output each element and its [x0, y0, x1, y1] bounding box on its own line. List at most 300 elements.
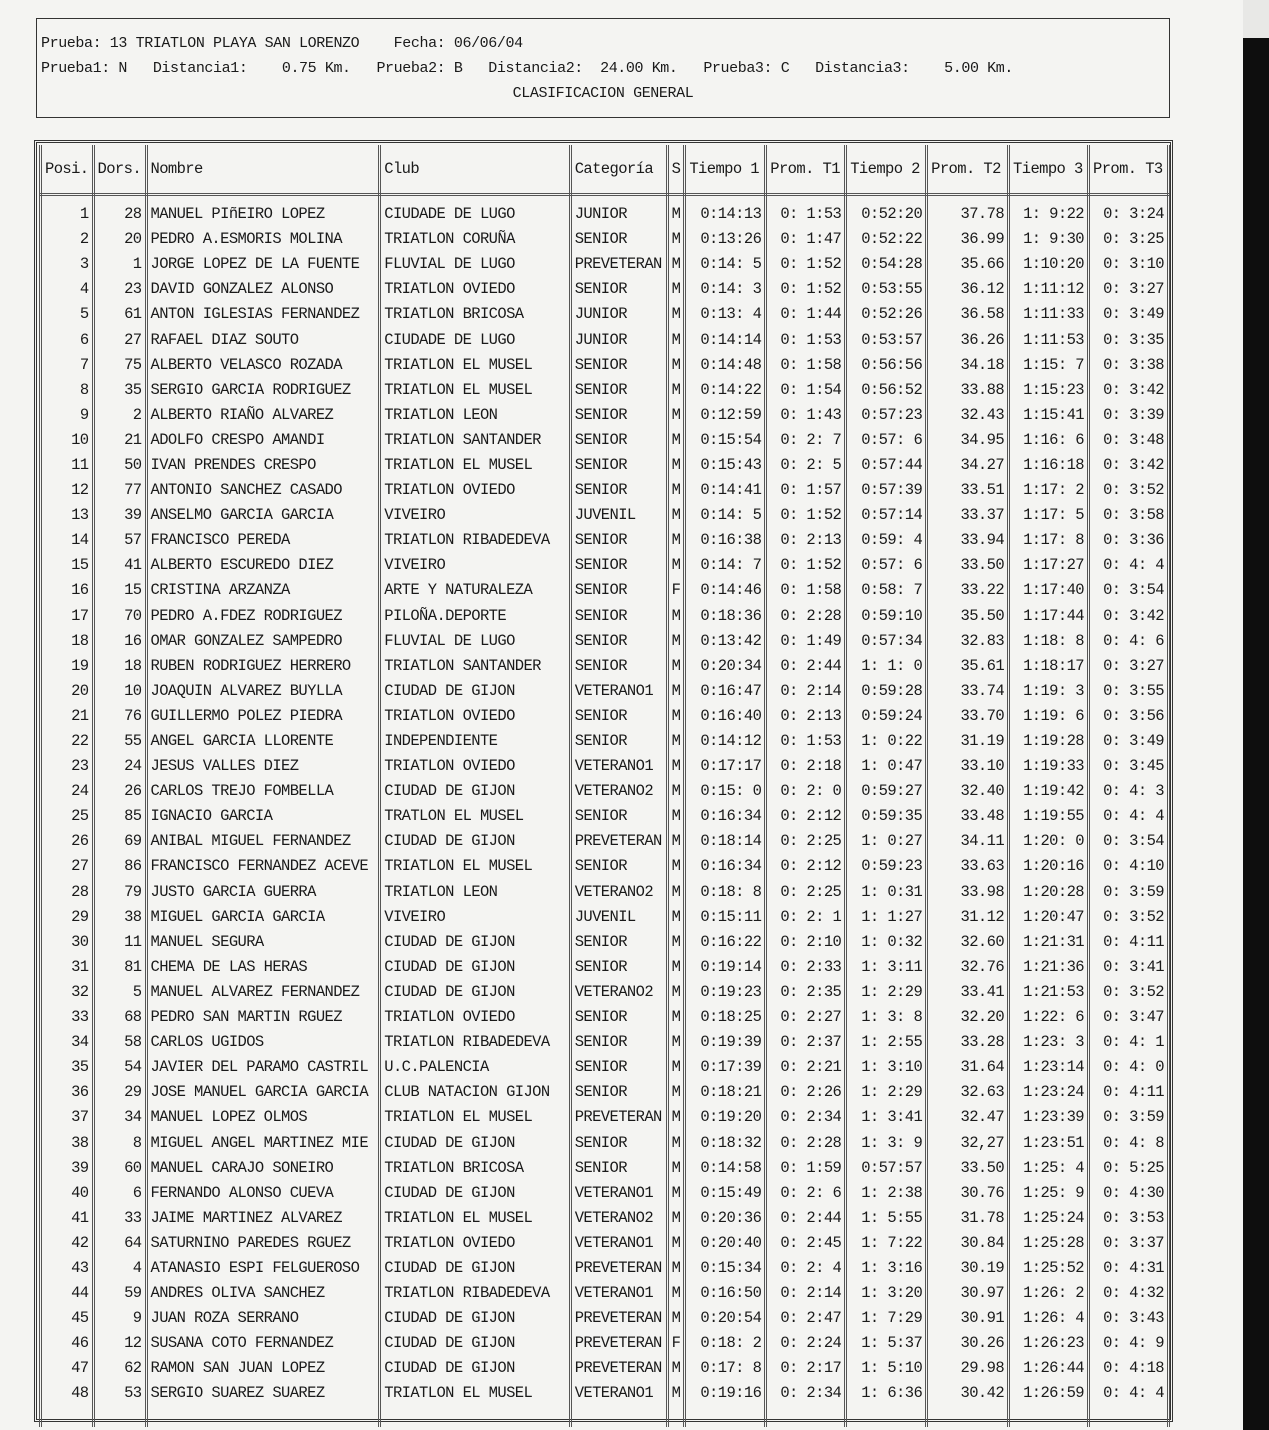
cell-tiempo3: 1:19: 3	[1009, 679, 1089, 704]
cell-nombre: ANIBAL MIGUEL FERNANDEZ	[146, 829, 380, 854]
cell-prom-t1: 0: 2:14	[766, 1281, 846, 1306]
cell-club: TRATLON EL MUSEL	[380, 804, 570, 829]
cell-tiempo1: 0:15:49	[685, 1181, 766, 1206]
table-row	[41, 578, 1169, 603]
cell-categoria: PREVETERAN	[570, 1105, 667, 1130]
cell-dors: 2	[93, 403, 146, 428]
cell-tiempo2: 1: 0:47	[846, 754, 927, 779]
cell-tiempo3: 1:19: 6	[1009, 704, 1089, 729]
cell-dors: 75	[93, 353, 146, 378]
cell-prom-t2: 30.97	[927, 1281, 1009, 1306]
cell-prom-t1: 0: 1:52	[766, 553, 846, 578]
cell-sexo: M	[667, 428, 685, 453]
cell-tiempo2: 1: 3:41	[846, 1105, 927, 1130]
table-row	[41, 854, 1169, 879]
cell-club: CIUDAD DE GIJON	[380, 930, 570, 955]
cell-tiempo2: 1: 3:10	[846, 1055, 927, 1080]
cell-club: TRIATLON EL MUSEL	[380, 453, 570, 478]
cell-prom-t2: 32.47	[927, 1105, 1009, 1130]
cell-tiempo3: 1:18: 8	[1009, 629, 1089, 654]
cell-prom-t1: 0: 1:52	[766, 277, 846, 302]
cell-tiempo2: 0:59:27	[846, 779, 927, 804]
cell-sexo: M	[667, 729, 685, 754]
cell-prom-t3: 0: 3:42	[1089, 378, 1169, 403]
cell-tiempo2: 1: 3:20	[846, 1281, 927, 1306]
cell-sexo: M	[667, 779, 685, 804]
cell-tiempo1: 0:14:41	[685, 478, 766, 503]
cell-prom-t1: 0: 1:44	[766, 302, 846, 327]
cell-sexo: M	[667, 1030, 685, 1055]
cell-sexo: M	[667, 1156, 685, 1181]
cell-prom-t2: 32.60	[927, 930, 1009, 955]
cell-sexo: M	[667, 327, 685, 352]
table-row	[41, 1356, 1169, 1381]
cell-posi: 44	[41, 1281, 94, 1306]
cell-tiempo3: 1:26:59	[1009, 1381, 1089, 1406]
cell-tiempo2: 1: 5:10	[846, 1356, 927, 1381]
cell-club: CIUDADE DE LUGO	[380, 327, 570, 352]
cell-nombre: CRISTINA ARZANZA	[146, 578, 380, 603]
cell-tiempo1: 0:14: 3	[685, 277, 766, 302]
cell-tiempo2: 0:57: 6	[846, 428, 927, 453]
cell-categoria: SENIOR	[570, 1055, 667, 1080]
cell-nombre: PEDRO A.FDEZ RODRIGUEZ	[146, 604, 380, 629]
cell-sexo: M	[667, 1055, 685, 1080]
cell-prom-t2: 33.37	[927, 503, 1009, 528]
cell-tiempo2: 1: 3:11	[846, 955, 927, 980]
cell-tiempo1: 0:16:34	[685, 804, 766, 829]
cell-tiempo2: 0:59:23	[846, 854, 927, 879]
cell-sexo: M	[667, 654, 685, 679]
cell-prom-t2: 37.78	[927, 202, 1009, 227]
cell-categoria: SENIOR	[570, 704, 667, 729]
cell-prom-t2: 35.50	[927, 604, 1009, 629]
cell-club: VIVEIRO	[380, 905, 570, 930]
cell-nombre: ANDRES OLIVA SANCHEZ	[146, 1281, 380, 1306]
cell-prom-t3: 0: 3:55	[1089, 679, 1169, 704]
col-tiempo1: Tiempo 1	[685, 145, 766, 195]
cell-dors: 77	[93, 478, 146, 503]
results-table-frame	[34, 140, 1173, 1422]
cell-prom-t3: 0: 3:38	[1089, 353, 1169, 378]
cell-prom-t3: 0: 3:36	[1089, 528, 1169, 553]
cell-sexo: M	[667, 1105, 685, 1130]
cell-sexo: M	[667, 252, 685, 277]
cell-tiempo2: 0:59:35	[846, 804, 927, 829]
cell-prom-t2: 36.26	[927, 327, 1009, 352]
cell-nombre: MANUEL PIñEIRO LOPEZ	[146, 202, 380, 227]
cell-tiempo2: 1: 3: 8	[846, 1005, 927, 1030]
cell-prom-t1: 0: 2: 6	[766, 1181, 846, 1206]
cell-nombre: ANTONIO SANCHEZ CASADO	[146, 478, 380, 503]
cell-tiempo2: 0:57:23	[846, 403, 927, 428]
cell-tiempo1: 0:14: 5	[685, 503, 766, 528]
cell-nombre: CARLOS TREJO FOMBELLA	[146, 779, 380, 804]
cell-prom-t1: 0: 2:13	[766, 704, 846, 729]
cell-tiempo1: 0:14:12	[685, 729, 766, 754]
cell-prom-t3: 0: 3:56	[1089, 704, 1169, 729]
cell-posi: 27	[41, 854, 94, 879]
cell-prom-t3: 0: 4:30	[1089, 1181, 1169, 1206]
cell-tiempo3: 1:26: 2	[1009, 1281, 1089, 1306]
col-prom-t1: Prom. T1	[766, 145, 846, 195]
cell-prom-t2: 32.43	[927, 403, 1009, 428]
table-row	[41, 729, 1169, 754]
cell-prom-t2: 33.74	[927, 679, 1009, 704]
cell-posi: 18	[41, 629, 94, 654]
table-row	[41, 1231, 1169, 1256]
cell-dors: 79	[93, 880, 146, 905]
cell-prom-t3: 0: 3:47	[1089, 1005, 1169, 1030]
cell-sexo: M	[667, 754, 685, 779]
cell-prom-t1: 0: 2:14	[766, 679, 846, 704]
cell-tiempo3: 1:26:44	[1009, 1356, 1089, 1381]
cell-tiempo2: 0:57:14	[846, 503, 927, 528]
cell-dors: 29	[93, 1080, 146, 1105]
cell-tiempo1: 0:17:17	[685, 754, 766, 779]
cell-posi: 38	[41, 1130, 94, 1155]
cell-posi: 21	[41, 704, 94, 729]
cell-prom-t2: 36.99	[927, 227, 1009, 252]
cell-posi: 47	[41, 1356, 94, 1381]
cell-prom-t3: 0: 3:59	[1089, 1105, 1169, 1130]
cell-sexo: M	[667, 378, 685, 403]
cell-categoria: SENIOR	[570, 1080, 667, 1105]
cell-categoria: SENIOR	[570, 353, 667, 378]
cell-prom-t3: 0: 3:37	[1089, 1231, 1169, 1256]
cell-posi: 32	[41, 980, 94, 1005]
table-row	[41, 1181, 1169, 1206]
cell-categoria: SENIOR	[570, 930, 667, 955]
cell-club: CIUDAD DE GIJON	[380, 829, 570, 854]
cell-nombre: GUILLERMO POLEZ PIEDRA	[146, 704, 380, 729]
cell-tiempo1: 0:14:13	[685, 202, 766, 227]
cell-club: TRIATLON EL MUSEL	[380, 854, 570, 879]
cell-tiempo3: 1:19:33	[1009, 754, 1089, 779]
cell-club: TRIATLON EL MUSEL	[380, 1381, 570, 1406]
cell-sexo: M	[667, 679, 685, 704]
cell-tiempo1: 0:15:34	[685, 1256, 766, 1281]
cell-prom-t2: 32.83	[927, 629, 1009, 654]
cell-tiempo1: 0:19:23	[685, 980, 766, 1005]
cell-sexo: M	[667, 955, 685, 980]
cell-prom-t3: 0: 4: 9	[1089, 1331, 1169, 1356]
cell-prom-t3: 0: 3:52	[1089, 980, 1169, 1005]
cell-tiempo3: 1:25:24	[1009, 1206, 1089, 1231]
cell-categoria: SENIOR	[570, 1130, 667, 1155]
col-prom-t3: Prom. T3	[1089, 145, 1169, 195]
cell-categoria: SENIOR	[570, 1156, 667, 1181]
cell-dors: 9	[93, 1306, 146, 1331]
cell-sexo: M	[667, 905, 685, 930]
cell-tiempo2: 0:52:20	[846, 202, 927, 227]
table-row	[41, 604, 1169, 629]
cell-prom-t2: 30.76	[927, 1181, 1009, 1206]
table-row	[41, 1080, 1169, 1105]
cell-tiempo3: 1:15: 7	[1009, 353, 1089, 378]
cell-tiempo1: 0:14:58	[685, 1156, 766, 1181]
cell-nombre: JESUS VALLES DIEZ	[146, 754, 380, 779]
table-row	[41, 704, 1169, 729]
cell-club: VIVEIRO	[380, 503, 570, 528]
cell-dors: 50	[93, 453, 146, 478]
cell-posi: 46	[41, 1331, 94, 1356]
cell-tiempo1: 0:12:59	[685, 403, 766, 428]
cell-sexo: M	[667, 478, 685, 503]
table-row	[41, 930, 1169, 955]
cell-sexo: M	[667, 453, 685, 478]
cell-tiempo2: 0:52:22	[846, 227, 927, 252]
cell-dors: 68	[93, 1005, 146, 1030]
cell-tiempo2: 1: 7:22	[846, 1231, 927, 1256]
cell-dors: 28	[93, 202, 146, 227]
cell-posi: 35	[41, 1055, 94, 1080]
cell-prom-t1: 0: 2: 7	[766, 428, 846, 453]
table-row	[41, 1030, 1169, 1055]
cell-tiempo3: 1:21:31	[1009, 930, 1089, 955]
cell-categoria: VETERANO1	[570, 679, 667, 704]
cell-tiempo2: 0:53:55	[846, 277, 927, 302]
table-row	[41, 654, 1169, 679]
cell-nombre: JOSE MANUEL GARCIA GARCIA	[146, 1080, 380, 1105]
table-row	[41, 905, 1169, 930]
cell-club: CIUDAD DE GIJON	[380, 980, 570, 1005]
cell-prom-t2: 35.61	[927, 654, 1009, 679]
cell-tiempo2: 1: 0:31	[846, 880, 927, 905]
cell-dors: 18	[93, 654, 146, 679]
cell-tiempo2: 1: 2:29	[846, 980, 927, 1005]
table-row	[41, 302, 1169, 327]
cell-categoria: VETERANO1	[570, 754, 667, 779]
cell-tiempo1: 0:15:54	[685, 428, 766, 453]
cell-club: TRIATLON OVIEDO	[380, 704, 570, 729]
cell-tiempo1: 0:19:20	[685, 1105, 766, 1130]
cell-prom-t3: 0: 3:41	[1089, 955, 1169, 980]
cell-categoria: SENIOR	[570, 654, 667, 679]
cell-categoria: SENIOR	[570, 955, 667, 980]
cell-posi: 2	[41, 227, 94, 252]
cell-prom-t1: 0: 1:49	[766, 629, 846, 654]
cell-prom-t2: 34.27	[927, 453, 1009, 478]
cell-tiempo3: 1:20:47	[1009, 905, 1089, 930]
cell-club: TRIATLON RIBADEDEVA	[380, 528, 570, 553]
cell-prom-t1: 0: 2: 1	[766, 905, 846, 930]
cell-club: TRIATLON EL MUSEL	[380, 378, 570, 403]
results-body	[41, 195, 1169, 1427]
cell-club: PILOÑA.DEPORTE	[380, 604, 570, 629]
cell-dors: 81	[93, 955, 146, 980]
cell-nombre: JAVIER DEL PARAMO CASTRIL	[146, 1055, 380, 1080]
cell-nombre: MANUEL ALVAREZ FERNANDEZ	[146, 980, 380, 1005]
cell-sexo: M	[667, 829, 685, 854]
cell-nombre: ATANASIO ESPI FELGUEROSO	[146, 1256, 380, 1281]
cell-tiempo1: 0:18:36	[685, 604, 766, 629]
cell-posi: 29	[41, 905, 94, 930]
cell-posi: 1	[41, 202, 94, 227]
cell-prom-t3: 0: 4:10	[1089, 854, 1169, 879]
cell-posi: 4	[41, 277, 94, 302]
col-tiempo3: Tiempo 3	[1009, 145, 1089, 195]
cell-club: CIUDAD DE GIJON	[380, 1306, 570, 1331]
table-row	[41, 403, 1169, 428]
cell-categoria: SENIOR	[570, 277, 667, 302]
table-row	[41, 980, 1169, 1005]
cell-prom-t3: 0: 3:42	[1089, 604, 1169, 629]
cell-club: TRIATLON OVIEDO	[380, 754, 570, 779]
cell-tiempo1: 0:13: 4	[685, 302, 766, 327]
cell-sexo: M	[667, 629, 685, 654]
cell-posi: 28	[41, 880, 94, 905]
cell-nombre: ALBERTO VELASCO ROZADA	[146, 353, 380, 378]
cell-sexo: M	[667, 930, 685, 955]
cell-posi: 24	[41, 779, 94, 804]
cell-nombre: ADOLFO CRESPO AMANDI	[146, 428, 380, 453]
cell-posi: 37	[41, 1105, 94, 1130]
cell-prom-t2: 33.50	[927, 1156, 1009, 1181]
cell-tiempo1: 0:18:14	[685, 829, 766, 854]
cell-nombre: ANTON IGLESIAS FERNANDEZ	[146, 302, 380, 327]
table-row	[41, 1055, 1169, 1080]
cell-nombre: RAFAEL DIAZ SOUTO	[146, 327, 380, 352]
cell-club: CIUDAD DE GIJON	[380, 1130, 570, 1155]
cell-categoria: SENIOR	[570, 478, 667, 503]
cell-prom-t3: 0: 4: 1	[1089, 1030, 1169, 1055]
cell-tiempo3: 1:21:36	[1009, 955, 1089, 980]
cell-tiempo3: 1:23:39	[1009, 1105, 1089, 1130]
cell-prom-t2: 32.76	[927, 955, 1009, 980]
cell-sexo: M	[667, 503, 685, 528]
table-row	[41, 829, 1169, 854]
cell-club: INDEPENDIENTE	[380, 729, 570, 754]
cell-prom-t3: 0: 4:11	[1089, 1080, 1169, 1105]
table-row	[41, 553, 1169, 578]
cell-prom-t2: 29.98	[927, 1356, 1009, 1381]
cell-dors: 53	[93, 1381, 146, 1406]
cell-prom-t1: 0: 2:10	[766, 930, 846, 955]
cell-posi: 6	[41, 327, 94, 352]
scan-dark-edge	[1243, 0, 1269, 1430]
table-row	[41, 1331, 1169, 1356]
cell-posi: 5	[41, 302, 94, 327]
cell-prom-t1: 0: 1:53	[766, 202, 846, 227]
cell-categoria: JUNIOR	[570, 202, 667, 227]
cell-tiempo2: 1: 3:16	[846, 1256, 927, 1281]
cell-posi: 41	[41, 1206, 94, 1231]
table-row	[41, 227, 1169, 252]
cell-dors: 8	[93, 1130, 146, 1155]
cell-prom-t1: 0: 2:25	[766, 880, 846, 905]
cell-prom-t3: 0: 3:58	[1089, 503, 1169, 528]
table-row	[41, 528, 1169, 553]
cell-posi: 9	[41, 403, 94, 428]
cell-tiempo3: 1:26: 4	[1009, 1306, 1089, 1331]
cell-categoria: SENIOR	[570, 428, 667, 453]
cell-categoria: PREVETERAN	[570, 1306, 667, 1331]
cell-tiempo3: 1:11:33	[1009, 302, 1089, 327]
cell-nombre: JOAQUIN ALVAREZ BUYLLA	[146, 679, 380, 704]
cell-posi: 43	[41, 1256, 94, 1281]
cell-tiempo3: 1:21:53	[1009, 980, 1089, 1005]
cell-nombre: FRANCISCO FERNANDEZ ACEVE	[146, 854, 380, 879]
cell-categoria: VETERANO2	[570, 1206, 667, 1231]
cell-tiempo3: 1:23:14	[1009, 1055, 1089, 1080]
cell-sexo: M	[667, 353, 685, 378]
cell-posi: 31	[41, 955, 94, 980]
col-posi: Posi.	[41, 145, 94, 195]
cell-prom-t1: 0: 1:52	[766, 252, 846, 277]
cell-prom-t3: 0: 3:52	[1089, 905, 1169, 930]
cell-club: CIUDAD DE GIJON	[380, 1181, 570, 1206]
col-dors: Dors.	[93, 145, 146, 195]
cell-club: CIUDAD DE GIJON	[380, 779, 570, 804]
cell-tiempo2: 1: 5:37	[846, 1331, 927, 1356]
cell-posi: 34	[41, 1030, 94, 1055]
cell-prom-t2: 32,27	[927, 1130, 1009, 1155]
cell-dors: 26	[93, 779, 146, 804]
cell-dors: 70	[93, 604, 146, 629]
table-row	[41, 353, 1169, 378]
cell-club: FLUVIAL DE LUGO	[380, 252, 570, 277]
table-row	[41, 955, 1169, 980]
cell-tiempo3: 1:11:12	[1009, 277, 1089, 302]
cell-club: TRIATLON EL MUSEL	[380, 1206, 570, 1231]
cell-prom-t2: 34.95	[927, 428, 1009, 453]
cell-sexo: M	[667, 1130, 685, 1155]
cell-categoria: VETERANO2	[570, 779, 667, 804]
table-row	[41, 428, 1169, 453]
cell-posi: 45	[41, 1306, 94, 1331]
cell-prom-t2: 30.91	[927, 1306, 1009, 1331]
cell-tiempo3: 1:17:40	[1009, 578, 1089, 603]
cell-posi: 12	[41, 478, 94, 503]
cell-sexo: M	[667, 880, 685, 905]
cell-prom-t2: 31.78	[927, 1206, 1009, 1231]
cell-club: FLUVIAL DE LUGO	[380, 629, 570, 654]
cell-tiempo2: 0:59:24	[846, 704, 927, 729]
cell-sexo: M	[667, 804, 685, 829]
cell-prom-t1: 0: 1:47	[766, 227, 846, 252]
cell-tiempo2: 1: 2:38	[846, 1181, 927, 1206]
cell-prom-t1: 0: 1:58	[766, 353, 846, 378]
cell-prom-t1: 0: 2:34	[766, 1105, 846, 1130]
cell-prom-t2: 33.88	[927, 378, 1009, 403]
cell-dors: 4	[93, 1256, 146, 1281]
cell-tiempo2: 1: 1:27	[846, 905, 927, 930]
cell-tiempo1: 0:16:22	[685, 930, 766, 955]
table-row	[41, 1206, 1169, 1231]
cell-tiempo1: 0:16:34	[685, 854, 766, 879]
cell-sexo: M	[667, 1231, 685, 1256]
table-row	[41, 1156, 1169, 1181]
cell-categoria: SENIOR	[570, 1030, 667, 1055]
cell-nombre: JUAN ROZA SERRANO	[146, 1306, 380, 1331]
cell-categoria: JUNIOR	[570, 327, 667, 352]
cell-dors: 24	[93, 754, 146, 779]
cell-tiempo1: 0:13:42	[685, 629, 766, 654]
cell-categoria: SENIOR	[570, 403, 667, 428]
cell-tiempo1: 0:19:39	[685, 1030, 766, 1055]
cell-nombre: MIGUEL GARCIA GARCIA	[146, 905, 380, 930]
cell-tiempo3: 1:15:41	[1009, 403, 1089, 428]
cell-dors: 10	[93, 679, 146, 704]
distances-line: Prueba1: N Distancia1: 0.75 Km. Prueba2: B Distancia2: 24.00 Km. Prueba3: C Distancia3: 5.00 Km.	[41, 60, 1013, 77]
cell-tiempo3: 1:17: 8	[1009, 528, 1089, 553]
cell-posi: 11	[41, 453, 94, 478]
cell-dors: 15	[93, 578, 146, 603]
cell-posi: 17	[41, 604, 94, 629]
cell-categoria: SENIOR	[570, 453, 667, 478]
cell-club: VIVEIRO	[380, 553, 570, 578]
